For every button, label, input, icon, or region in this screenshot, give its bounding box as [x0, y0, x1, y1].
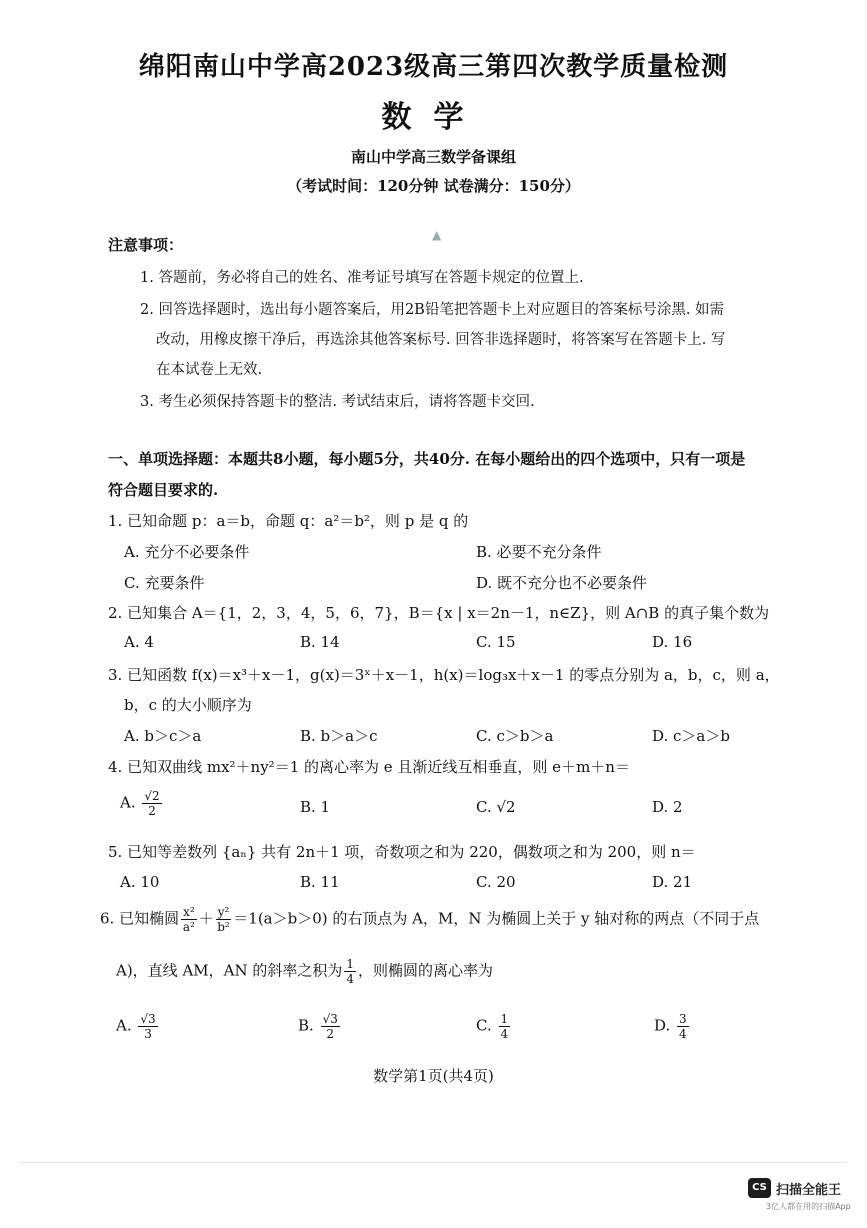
question-2-stem: 2. 已知集合 A＝{1，2，3，4，5，6，7}，B＝{x | x＝2n－1，n∈Z}，则 A∩B 的真子集个数为: [108, 604, 770, 622]
question-1-option-d: D. 既不充分也不必要条件: [476, 574, 648, 592]
fraction-numerator: 1: [500, 1012, 509, 1026]
question-5-option-a: A. 10: [120, 873, 160, 891]
question-5-option-c: C. 20: [476, 873, 516, 891]
option-label: C.: [476, 1016, 492, 1035]
section-heading-cont: 符合题目要求的.: [108, 481, 219, 499]
question-2-option-a: A. 4: [124, 633, 154, 651]
question-6-stem-cont: [116, 958, 493, 985]
question-6-option-c: [476, 1013, 512, 1040]
notice-line: 2. 回答选择题时，选出每小题答案后，用2B铅笔把答题卡上对应题目的答案标号涂黑. 如需: [140, 302, 725, 318]
question-6-option-a: [116, 1013, 160, 1040]
fraction-numerator: y²: [217, 905, 230, 919]
fraction-denominator: 3: [144, 1027, 152, 1041]
question-4-option-c: C. √2: [476, 798, 516, 816]
question-1-option-a: A. 充分不必要条件: [124, 543, 250, 561]
page-footer: 数学第1页(共4页): [373, 1067, 494, 1085]
fraction: [181, 906, 197, 933]
fraction-denominator: a²: [182, 920, 195, 934]
question-2-option-b: B. 14: [300, 633, 340, 651]
notice-line: 改动，用橡皮擦干净后，再选涂其他答案标号. 回答非选择题时，将答案写在答题卡上. 写: [156, 332, 726, 348]
q6-line2-pre: A)，直线 AM，AN 的斜率之积为: [116, 961, 343, 980]
question-4-option-a: [120, 790, 164, 817]
exam-info: （考试时间：120分钟 试卷满分：150分）: [287, 177, 580, 195]
question-1-option-b: B. 必要不充分条件: [476, 543, 602, 561]
question-1-stem: 1. 已知命题 p：a＝b，命题 q：a²＝b²，则 p 是 q 的: [108, 512, 469, 530]
option-label: D.: [654, 1016, 671, 1035]
question-4-option-d: D. 2: [652, 798, 683, 816]
fraction: [321, 1013, 340, 1040]
question-4-stem: 4. 已知双曲线 mx²＋ny²＝1 的离心率为 e 且渐近线互相垂直，则 e＋m＋n＝: [108, 758, 630, 776]
scan-mark-icon: ▲: [432, 228, 442, 242]
question-3-stem-cont: b，c 的大小顺序为: [124, 696, 252, 714]
question-5-option-d: D. 21: [652, 873, 693, 891]
question-4-option-b: B. 1: [300, 798, 331, 816]
fraction-numerator: 3: [679, 1012, 687, 1026]
subject-title: 数学: [381, 100, 486, 135]
fraction-numerator: √3: [140, 1012, 156, 1026]
q6-line2-post: ，则椭圆的离心率为: [358, 961, 494, 980]
option-label: A.: [120, 793, 136, 812]
fraction-numerator: √3: [322, 1012, 338, 1026]
divider: [20, 1162, 847, 1163]
notice-heading: 注意事项：: [108, 236, 184, 254]
question-1-option-c: C. 充要条件: [124, 574, 205, 592]
q6-stem-post: ＝1(a＞b＞0) 的右顶点为 A，M，N 为椭圆上关于 y 轴对称的两点（不同于点: [233, 909, 760, 928]
fraction: [499, 1013, 511, 1040]
fraction: [344, 958, 356, 985]
question-3-option-b: B. b＞a＞c: [300, 727, 378, 745]
plus-sign: ＋: [198, 909, 214, 928]
exam-title: 绵阳南山中学高2023级高三第四次教学质量检测: [138, 52, 729, 82]
fraction-denominator: 4: [679, 1027, 687, 1041]
fraction: [142, 790, 161, 817]
question-2-option-d: D. 16: [652, 633, 693, 651]
q6-stem-pre: 6. 已知椭圆: [100, 909, 180, 928]
scanner-app-name: 扫描全能王: [776, 1183, 842, 1198]
question-3-stem: 3. 已知函数 f(x)＝x³＋x－1，g(x)＝3ˣ＋x－1，h(x)＝log₃x＋x－1 的零点分别为 a，b，c，则 a，: [108, 666, 780, 684]
fraction: [138, 1013, 157, 1040]
fraction-denominator: 2: [326, 1027, 335, 1041]
fraction-numerator: 1: [346, 957, 355, 971]
fraction-denominator: 4: [500, 1027, 509, 1041]
question-3-option-a: A. b＞c＞a: [124, 727, 202, 745]
fraction: [677, 1013, 689, 1040]
author-group: 南山中学高三数学备课组: [350, 148, 516, 166]
question-2-option-c: C. 15: [476, 633, 516, 651]
notice-line: 1. 答题前，务必将自己的姓名、准考证号填写在答题卡规定的位置上.: [140, 270, 584, 286]
question-5-option-b: B. 11: [300, 873, 340, 891]
fraction-denominator: 4: [346, 972, 355, 986]
notice-line: 3. 考生必须保持答题卡的整洁. 考试结束后，请将答题卡交回.: [140, 394, 535, 410]
scanner-logo-icon: CS: [748, 1178, 771, 1198]
fraction-denominator: 2: [148, 804, 156, 818]
option-label: B.: [298, 1016, 314, 1035]
question-3-option-d: D. c＞a＞b: [652, 727, 730, 745]
question-3-option-c: C. c＞b＞a: [476, 727, 554, 745]
question-5-stem: 5. 已知等差数列 {aₙ} 共有 2n＋1 项，奇数项之和为 220，偶数项之和为 200，则 n＝: [108, 843, 696, 861]
section-heading: 一、单项选择题：本题共8小题，每小题5分，共40分. 在每小题给出的四个选项中，只有一项是: [108, 450, 746, 468]
question-6-stem: [100, 906, 759, 933]
question-6-option-d: [654, 1013, 691, 1040]
fraction-numerator: √2: [144, 789, 160, 803]
fraction-numerator: x²: [183, 905, 195, 919]
option-label: A.: [116, 1016, 132, 1035]
scanner-tagline: 3亿人都在用的扫描App: [766, 1202, 851, 1211]
fraction: [216, 906, 232, 933]
notice-line: 在本试卷上无效.: [156, 362, 263, 378]
question-6-option-b: [298, 1013, 342, 1040]
fraction-denominator: b²: [217, 920, 230, 934]
